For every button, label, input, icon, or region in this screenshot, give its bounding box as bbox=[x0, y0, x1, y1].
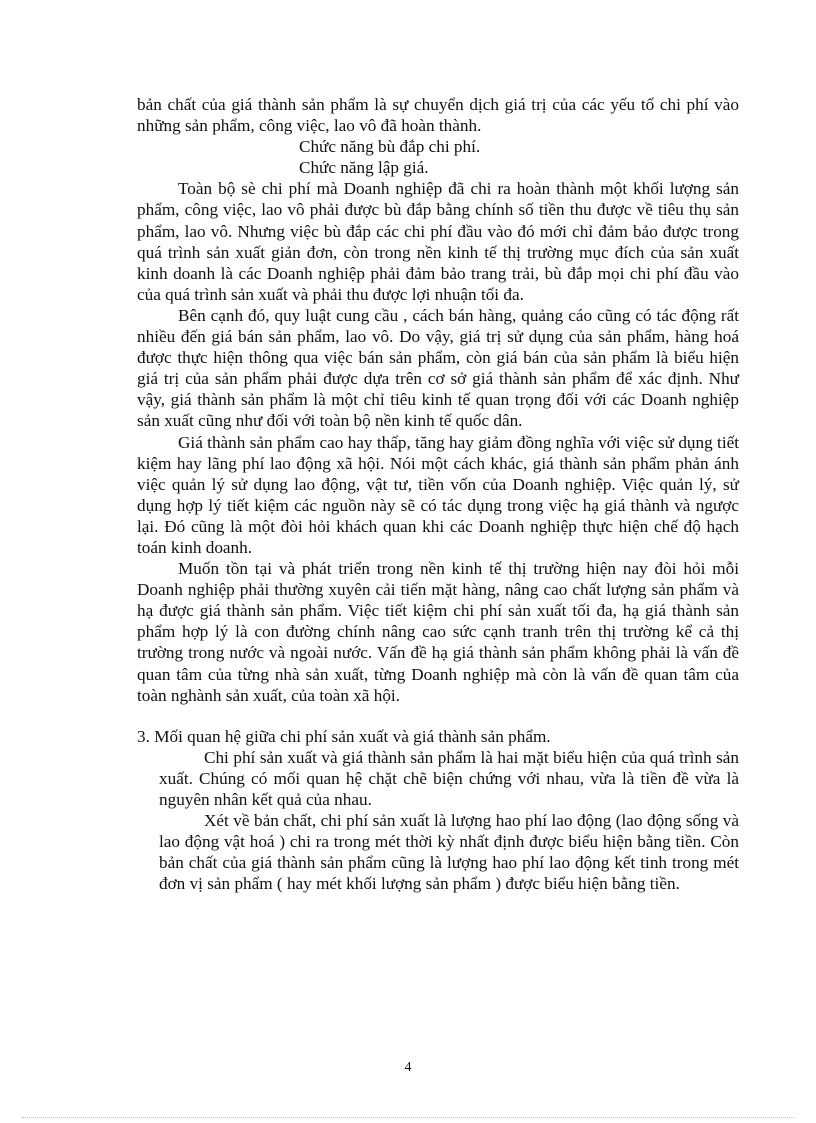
page-number: 4 bbox=[404, 1060, 412, 1075]
paragraph-continuation: bản chất của giá thành sản phẩm là sự chuyển dịch giá trị của các yếu tố chi phí vào những sản phẩm, công việc, lao vô đã hoàn thành. bbox=[137, 95, 739, 136]
paragraph-cost-level: Giá thành sản phẩm cao hay thấp, tăng hay giảm đồng nghĩa với việc sử dụng tiết kiệm hay lãng phí lao động xã hội. Nói một cách khác, giá thành sản phẩm phản ánh việc quản lý sử dụng lao động, vật tư, tiền vốn của Doanh nghiệp. Việc quản lý, sử dụng hợp lý tiết kiệm các nguồn này sẽ có tác dụng trong việc hạ giá thành và ngược lại. Đó cũng là một đòi hỏi khách quan khi các Doanh nghiệp thực hiện chế độ hạch toán kinh doanh. bbox=[137, 432, 739, 557]
paragraph-relationship: Chi phí sản xuất và giá thành sản phẩm là hai mặt biểu hiện của quá trình sản xuất. Chúng có mối quan hệ chặt chẽ biện chứng với nhau, vừa là tiền đề vừa là nguyên nhân kết quả của nhau. bbox=[159, 747, 739, 809]
function-item-compensation: Chức năng bù đắp chi phí. bbox=[299, 137, 481, 157]
function-item-pricing: Chức năng lập giá. bbox=[299, 158, 429, 178]
section-body bbox=[137, 747, 739, 895]
paragraph-nature: Xét về bản chất, chi phí sản xuất là lượng hao phí lao động (lao động sống và lao động vật hoá ) chi ra trong mét thời kỳ nhất định được biểu hiện bằng tiền. Còn bản chất của giá thành sản phẩm cũng là lượng hao phí lao động kết tinh trong mét đơn vị sản phẩm ( hay mét khối lượng sản phẩm ) được biểu hiện bằng tiền. bbox=[159, 811, 739, 894]
page-body bbox=[137, 94, 739, 894]
page-bottom-divider bbox=[22, 1117, 794, 1118]
paragraph-compensation: Toàn bộ sè chi phí mà Doanh nghiệp đã chi ra hoàn thành một khối lượng sản phẩm, công việc, lao vô phải được bù đắp bằng chính số tiền thu được về tiêu thụ sản phẩm, lao vô. Nhưng việc bù đắp các chi phí đầu vào đó mới chỉ đảm bảo được trong quá trình sản xuất giản đơn, còn trong nền kinh tế thị trường mục đích của sản xuất kinh doanh là các Doanh nghiệp phải đảm bảo trang trải, bù đắp mọi chi phí đầu vào của quá trình sản xuất và phải thu được lợi nhuận tối đa. bbox=[137, 179, 739, 304]
section-heading: 3. Mối quan hệ giữa chi phí sản xuất và giá thành sản phẩm. bbox=[137, 726, 551, 746]
paragraph-supply-demand: Bên cạnh đó, quy luật cung cầu , cách bán hàng, quảng cáo cũng có tác động rất nhiều đến giá bán sản phẩm, lao vô. Do vậy, giá trị sử dụng của sản phẩm, hàng hoá được thực hiện thông qua việc bán sản phẩm, còn giá bán của sản phẩm là biểu hiện giá trị của sản phẩm phải được dựa trên cơ sở giá thành sản phẩm để xác định. Như vậy, giá thành sản phẩm là một chỉ tiêu kinh tế quan trọng đối với các Doanh nghiệp sản xuất cũng như đối với toàn bộ nền kinh tế quốc dân. bbox=[137, 305, 739, 431]
paragraph-survival: Muốn tồn tại và phát triển trong nền kinh tế thị trường hiện nay đòi hỏi mỗi Doanh nghiệp phải thường xuyên cải tiến mặt hàng, nâng cao chất lượng sản phẩm và hạ được giá thành sản phẩm. Việc tiết kiệm chi phí sản xuất tối đa, hạ giá thành sản phẩm hợp lý là con đường chính nâng cao sức cạnh tranh trên thị trường kể cả thị trường trong nước và ngoài nước. Vấn đề hạ giá thành sản phẩm không phải là vấn đề quan tâm của từng nhà sản xuất, từng Doanh nghiệp mà còn là vấn đề quan tâm của toàn nghành sản xuất, của toàn xã hội. bbox=[137, 559, 739, 705]
